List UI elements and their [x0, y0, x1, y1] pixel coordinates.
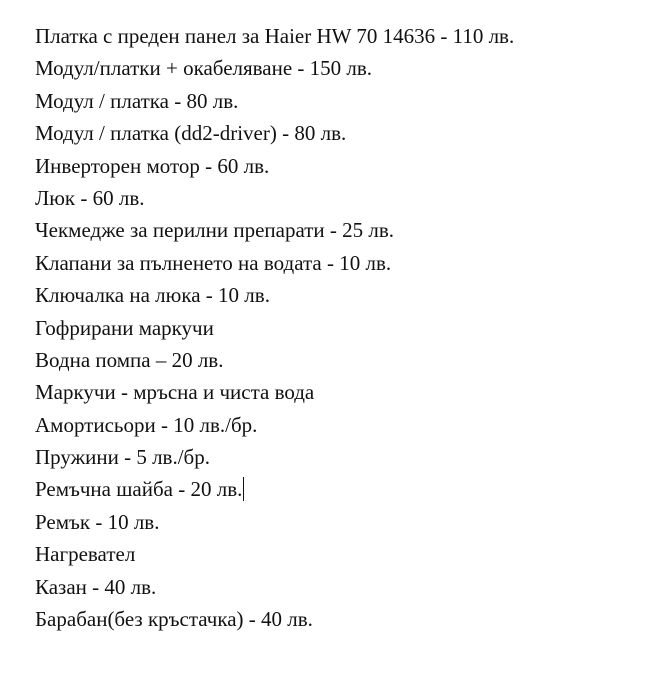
- price-line-door-lock: Ключалка на люка - 10 лв.: [35, 283, 270, 308]
- price-line-corrugated-hoses: Гофрирани маркучи: [35, 315, 214, 340]
- price-line-drum: Барабан(без кръстачка) - 40 лв.: [35, 607, 313, 632]
- price-line-door: Люк - 60 лв.: [35, 185, 145, 210]
- price-line-springs: Пружини - 5 лв./бр.: [35, 445, 210, 470]
- price-line-hoses: Маркучи - мръсна и чиста вода: [35, 380, 315, 405]
- price-line-control-board: Платка с преден панел за Haier HW 70 14636 - 110 лв.: [35, 24, 515, 48]
- price-line-inlet-valves: Клапани за пълненето на водата - 10 лв.: [35, 250, 392, 275]
- text-cursor: [243, 477, 244, 501]
- price-line-modules-wiring: Модул/платки + окабеляване - 150 лв.: [35, 56, 373, 81]
- price-line-shock-absorbers: Амортисьори - 10 лв./бр.: [35, 412, 258, 437]
- price-line-module: Модул / платка - 80 лв.: [35, 88, 239, 113]
- price-line-water-pump: Водна помпа – 20 лв.: [35, 347, 224, 372]
- pulley-text: Ремъчна шайба - 20 лв.: [35, 477, 243, 502]
- price-line-pulley: [35, 473, 514, 505]
- price-line-heater: Нагревател: [35, 542, 136, 567]
- price-line-tub: Казан - 40 лв.: [35, 574, 157, 599]
- price-line-belt: Ремък - 10 лв.: [35, 509, 160, 534]
- price-line-inverter-motor: Инверторен мотор - 60 лв.: [35, 153, 270, 178]
- document-body[interactable]: [35, 20, 514, 635]
- price-line-module-driver: Модул / платка (dd2-driver) - 80 лв.: [35, 121, 347, 146]
- price-line-detergent-drawer: Чекмедже за перилни препарати - 25 лв.: [35, 218, 395, 243]
